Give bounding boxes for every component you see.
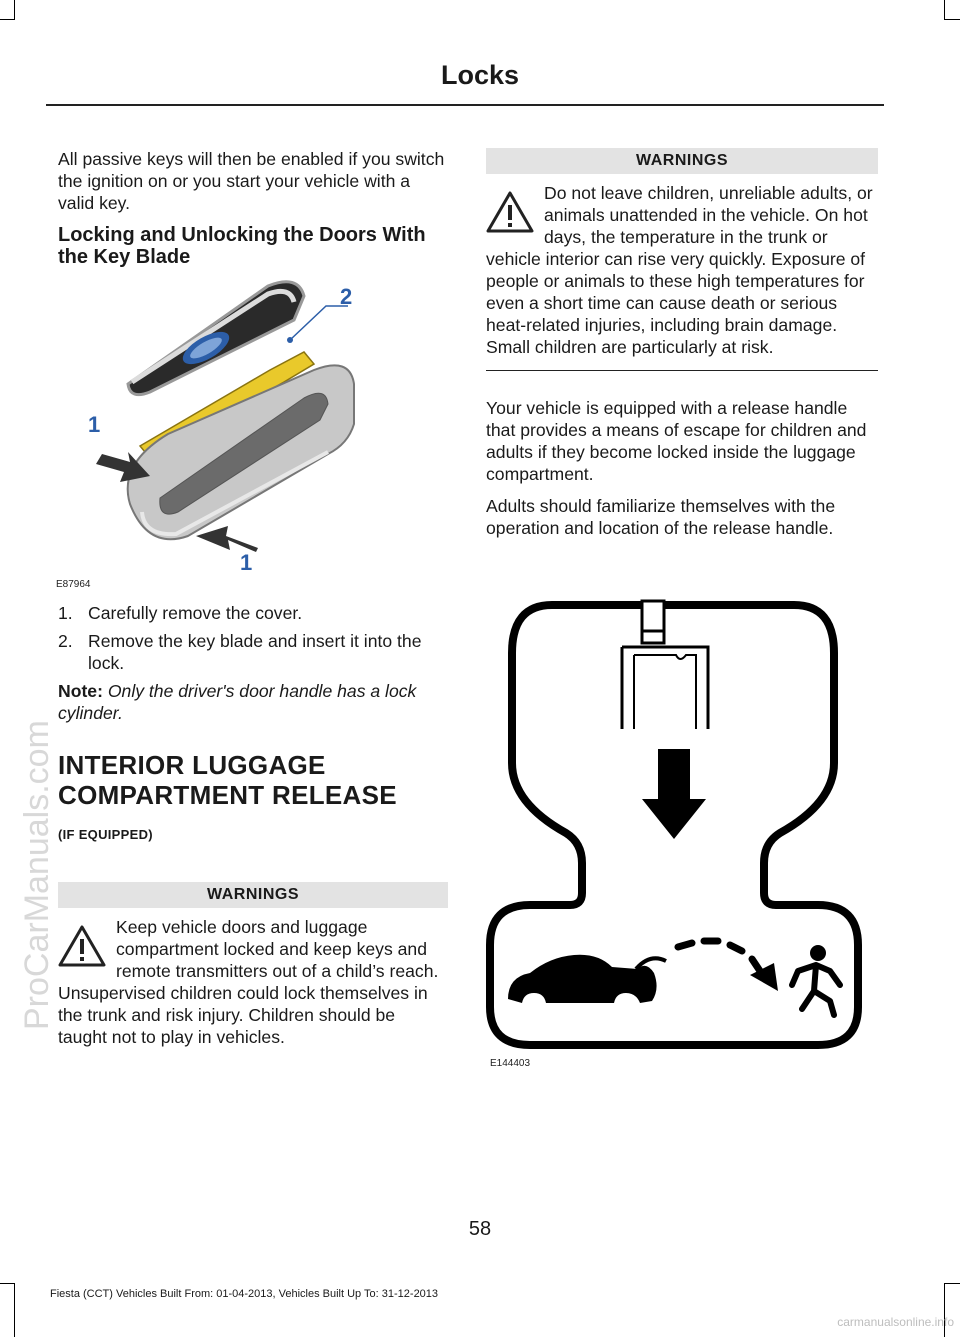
figure-code: E87964 bbox=[56, 579, 91, 590]
watermark-corner: carmanualsonline.info bbox=[837, 1315, 954, 1329]
left-column bbox=[58, 148, 448, 1048]
intro-paragraph: All passive keys will then be enabled if you switch the ignition on or you start your vehicle with a valid key. bbox=[58, 149, 445, 213]
step-number: 1. bbox=[58, 603, 73, 623]
footer-vehicle-info: Fiesta (CCT) Vehicles Built From: 01-04-2013, Vehicles Built Up To: 31-12-2013 bbox=[50, 1288, 439, 1300]
subheading-key-blade: Locking and Unlocking the Doors With the Key Blade bbox=[58, 224, 426, 268]
paragraph-familiarize: Adults should familiarize themselves with the operation and location of the release handle. bbox=[486, 496, 836, 538]
warning-box-right bbox=[486, 148, 878, 371]
key-fob-exploded-icon bbox=[58, 274, 358, 592]
callout-2: 2 bbox=[340, 284, 353, 309]
warning-text: Do not leave children, unreliable adults, or animals unattended in the vehicle. On hot days, the temperature in the trunk or vehicle interior can rise very quickly. Exposure of people or animals to these high temperatures for even a short time can cause death or serious heat-related injuries, including brain damage. Small children are particularly at risk. bbox=[486, 183, 873, 357]
warning-triangle-icon bbox=[486, 190, 534, 234]
crop-mark bbox=[14, 1283, 15, 1337]
callout-1a: 1 bbox=[88, 412, 101, 437]
list-item bbox=[58, 602, 448, 624]
section-heading-text: INTERIOR LUGGAGE COMPARTMENT RELEASE bbox=[58, 750, 397, 810]
section-heading-suffix: (IF EQUIPPED) bbox=[58, 827, 153, 842]
page-number: 58 bbox=[468, 1218, 492, 1240]
step-text: Remove the key blade and insert it into the lock. bbox=[88, 631, 422, 673]
warning-box-left bbox=[58, 882, 448, 1048]
watermark-side: ProCarManuals.com bbox=[18, 720, 56, 1030]
step-text: Carefully remove the cover. bbox=[88, 603, 303, 623]
release-handle-icon bbox=[486, 593, 878, 1063]
note bbox=[58, 680, 448, 724]
warning-body bbox=[58, 916, 448, 1048]
callout-1b: 1 bbox=[240, 550, 253, 575]
crop-mark bbox=[945, 19, 960, 20]
warning-triangle-icon bbox=[58, 924, 106, 968]
steps-list bbox=[58, 602, 448, 674]
key-blade-illustration bbox=[58, 274, 358, 592]
paragraph-release-handle: Your vehicle is equipped with a release handle that provides a means of escape for children and adults if they become locked inside the luggage compartment. bbox=[486, 398, 867, 484]
crop-mark bbox=[0, 19, 15, 20]
warning-title: WARNINGS bbox=[58, 882, 448, 908]
crop-mark bbox=[0, 1283, 15, 1284]
warning-divider bbox=[486, 370, 878, 371]
note-text: Only the driver's door handle has a lock cylinder. bbox=[58, 681, 417, 723]
section-heading bbox=[58, 750, 448, 850]
figure-code: E144403 bbox=[490, 1058, 531, 1069]
warning-body bbox=[486, 182, 878, 358]
page-title: Locks bbox=[440, 60, 520, 90]
warning-title: WARNINGS bbox=[486, 148, 878, 174]
crop-mark bbox=[14, 0, 15, 20]
right-column bbox=[486, 148, 878, 1073]
release-handle-illustration bbox=[486, 593, 878, 1073]
step-number: 2. bbox=[58, 631, 73, 651]
note-label: Note: bbox=[58, 681, 103, 701]
crop-mark bbox=[945, 1283, 960, 1284]
list-item bbox=[58, 630, 448, 674]
warning-text: Keep vehicle doors and luggage compartment locked and keep keys and remote transmitters out of a child’s reach. Unsupervised children could lock themselves in the trunk and risk injury. Children should be taught not to play in vehicles. bbox=[58, 917, 439, 1047]
crop-mark bbox=[944, 0, 945, 20]
header-divider bbox=[46, 104, 884, 106]
